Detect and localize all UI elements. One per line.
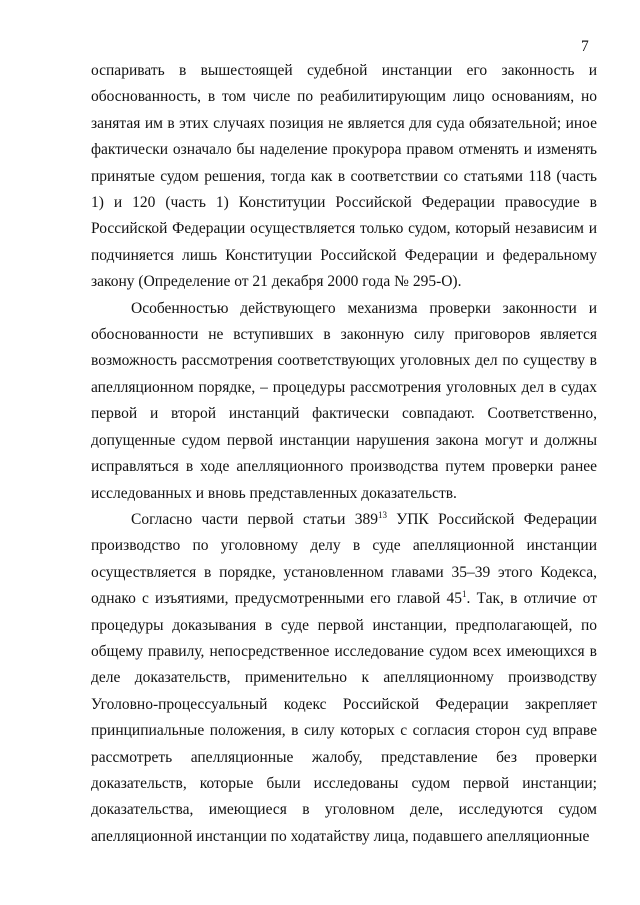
superscript-article-number: 13	[377, 509, 387, 520]
paragraph-1: оспаривать в вышестоящей судебной инстанции его законность и обоснованность, в том числе по реабилитирующим лицо основаниям, но занятая им в этих случаях позиция не является для суда обязательной; иное фактически означало бы наделение прокурора правом отменять и изменять принятые судом решения, тогда как в соответствии со статьями 118 (часть 1) и 120 (часть 1) Конституции Российской Федерации правосудие в Российской Федерации осуществляется только судом, который независим и подчиняется лишь Конституции Российской Федерации и федеральному закону (Определение от 21 декабря 2000 года № 295-О).	[91, 62, 597, 291]
document-body	[91, 58, 597, 850]
page-number: 7	[581, 38, 589, 55]
paragraph-3-part-1: Согласно части первой статьи 389	[131, 510, 378, 528]
paragraph-2: Особенностью действующего механизма проверки законности и обоснованности не вступивших в законную силу приговоров является возможность рассмотрения соответствующих уголовных дел по существу в апелляционном порядке, – процедуры рассмотрения уголовных дел в судах первой и второй инстанций фактически совпадают. Соответственно, допущенные судом первой инстанции нарушения закона могут и должны исправляться в ходе апелляционного производства путем проверки ранее исследованных и вновь представленных доказательств.	[91, 299, 597, 502]
superscript-chapter-number: 1	[462, 588, 467, 599]
paragraph-3-part-3: . Так, в отличие от процедуры доказывания в суде первой инстанции, предполагающей, по общему правилу, непосредственное исследование судом всех имеющихся в деле доказательств, применительно к апелляционному производству Уголовно-процессуальный кодекс Российской Федерации закрепляет принципиальные положения, в силу которых с согласия сторон суд вправе рассмотреть апелляционные жалобу, представление без проверки доказательств, которые были исследованы судом первой инстанции; доказательства, имеющиеся в уголовном деле, исследуются судом апелляционной инстанции по ходатайству лица, подавшего апелляционные	[91, 590, 597, 845]
paragraph-3	[91, 507, 597, 850]
paragraph-3-part-2: УПК Российской Федерации производство по уголовному делу в суде апелляционной инстанции осуществляется в порядке, установленном главами 35–39 этого Кодекса, однако с изъятиями, предусмотренными его главой 45	[91, 510, 597, 608]
